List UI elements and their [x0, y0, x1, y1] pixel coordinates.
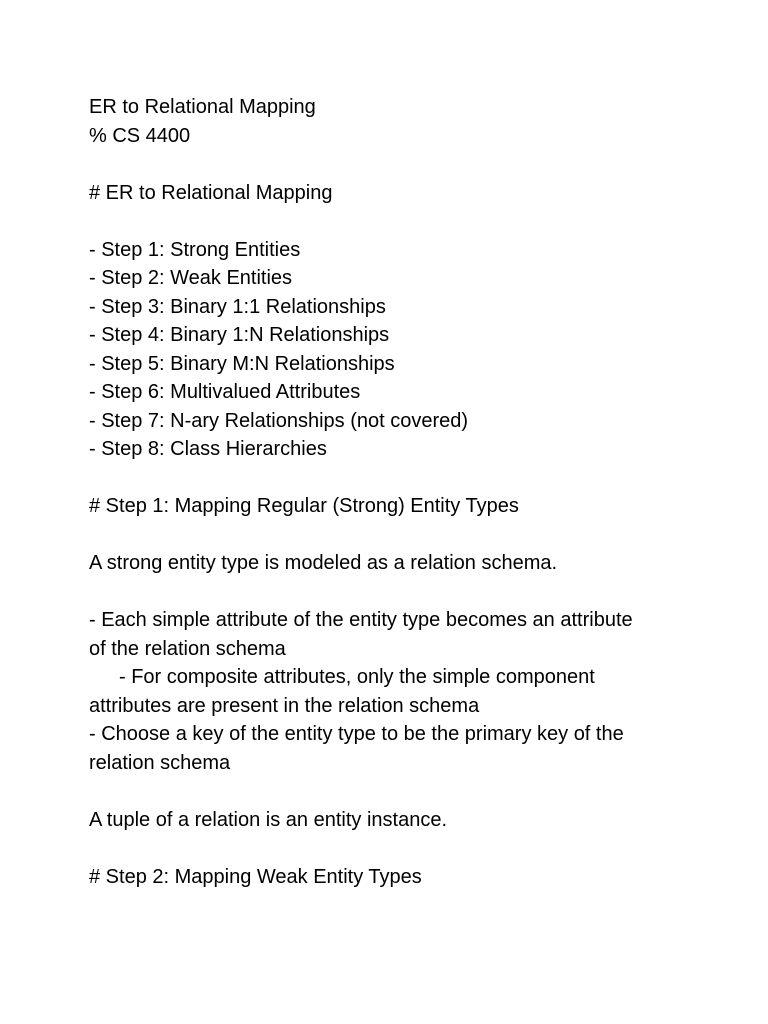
sub-bullet-line: - For composite attributes, only the simple component: [119, 666, 595, 688]
step-list-item: - Step 1: Strong Entities: [89, 238, 301, 261]
paragraph: A tuple of a relation is an entity instance.: [89, 808, 447, 831]
blank-line: [89, 464, 689, 493]
step-list-item: - Step 3: Binary 1:1 Relationships: [89, 295, 386, 318]
bullet-line: - Choose a key of the entity type to be the primary key of the: [89, 723, 624, 745]
blank-line: [89, 834, 689, 863]
document-title: ER to Relational Mapping: [89, 96, 316, 118]
step-list-item: - Step 8: Class Hierarchies: [89, 438, 327, 460]
blank-line: [89, 521, 689, 550]
section-heading: # Step 1: Mapping Regular (Strong) Entity Types: [89, 495, 519, 517]
step-list-item: - Step 5: Binary M:N Relationships: [89, 352, 395, 375]
bullet-line: relation schema: [89, 751, 231, 774]
step-list-item: - Step 6: Multivalued Attributes: [89, 381, 361, 403]
step-list-item: - Step 2: Weak Entities: [89, 267, 293, 289]
sub-bullet-line: attributes are present in the relation schema: [89, 694, 480, 717]
step-list-item: - Step 4: Binary 1:N Relationships: [89, 324, 390, 346]
section-heading: # Step 2: Mapping Weak Entity Types: [89, 865, 422, 888]
blank-line: [89, 207, 689, 236]
paragraph: A strong entity type is modeled as a relation schema.: [89, 552, 558, 574]
blank-line: [89, 150, 689, 179]
bullet-line: - Each simple attribute of the entity type becomes an attribute: [89, 609, 633, 631]
bullet-line: of the relation schema: [89, 637, 286, 660]
blank-line: [89, 777, 689, 806]
document-body: [89, 93, 689, 891]
section-heading: # ER to Relational Mapping: [89, 181, 333, 204]
blank-line: [89, 578, 689, 607]
step-list-item: - Step 7: N-ary Relationships (not covered): [89, 409, 469, 432]
course-label: % CS 4400: [89, 124, 191, 147]
